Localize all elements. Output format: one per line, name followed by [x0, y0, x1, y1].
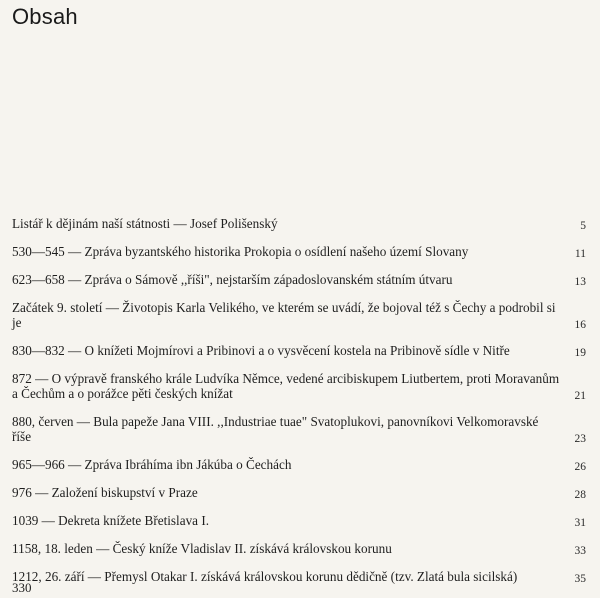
toc-entry-page: 35	[574, 573, 586, 585]
toc-entry-page: 19	[574, 347, 586, 359]
page-title: Obsah	[12, 4, 78, 29]
toc-entry-text: 965—966 — Zpráva Ibráhíma ibn Jákúba o Čechách	[12, 457, 292, 472]
toc-entry-text: Začátek 9. století — Životopis Karla Velikého, ve kterém se uvádí, že bojoval též s Čechy a podrobil si je	[12, 300, 556, 330]
toc-entry-text: 1212, 26. září — Přemysl Otakar I. získává královskou korunu dědičně (tzv. Zlatá bula sicilská)	[12, 569, 518, 584]
toc-entry-text: 623—658 — Zpráva o Sámově ,,říši", nejstarším západoslovanském státním útvaru	[12, 272, 453, 287]
toc-entry-page: 5	[580, 220, 586, 232]
toc-entry-text: 1039 — Dekreta knížete Břetislava I.	[12, 513, 210, 528]
toc-entry-page: 26	[574, 461, 586, 473]
toc-entry-page: 13	[574, 276, 586, 288]
toc-entry-text: 976 — Založení biskupství v Praze	[12, 485, 198, 500]
toc-entry-text: 530—545 — Zpráva byzantského historika Prokopia o osídlení našeho území Slovany	[12, 244, 469, 259]
toc-entry	[12, 272, 586, 287]
toc-entry-page: 21	[574, 390, 586, 402]
toc-entry-text: 1158, 18. leden — Český kníže Vladislav II. získává královskou korunu	[12, 541, 392, 556]
toc-entry	[12, 414, 586, 444]
toc-entry-page: 33	[574, 545, 586, 557]
toc-entry-text: 872 — O výpravě franského krále Ludvíka Němce, vedené arcibiskupem Liutbertem, proti Moravanům a Čechům a o porážce pěti českých knížat	[12, 371, 560, 401]
table-of-contents	[12, 216, 586, 597]
toc-entry	[12, 457, 586, 472]
toc-entry	[12, 541, 586, 556]
toc-entry-page: 31	[574, 517, 586, 529]
toc-entry-page: 16	[574, 319, 586, 331]
toc-entry	[12, 216, 586, 231]
toc-entry	[12, 244, 586, 259]
page-number: 330	[12, 580, 32, 595]
toc-entry-text: 830—832 — O knížeti Mojmírovi a Pribinovi a o vysvěcení kostela na Pribinově sídle v Nitře	[12, 343, 510, 358]
toc-entry	[12, 300, 586, 330]
toc-entry-text: 880, červen — Bula papeže Jana VIII. ,,Industriae tuae" Svatoplukovi, panovníkovi Velkomoravské říše	[12, 414, 539, 444]
toc-entry	[12, 485, 586, 500]
toc-entry-page: 28	[574, 489, 586, 501]
toc-entry-text: Listář k dějinám naší státnosti — Josef Polišenský	[12, 216, 278, 231]
toc-entry-page: 23	[574, 433, 586, 445]
toc-entry	[12, 569, 586, 584]
toc-entry-page: 11	[574, 248, 586, 260]
toc-entry	[12, 371, 586, 401]
toc-entry	[12, 343, 586, 358]
toc-entry	[12, 513, 586, 528]
